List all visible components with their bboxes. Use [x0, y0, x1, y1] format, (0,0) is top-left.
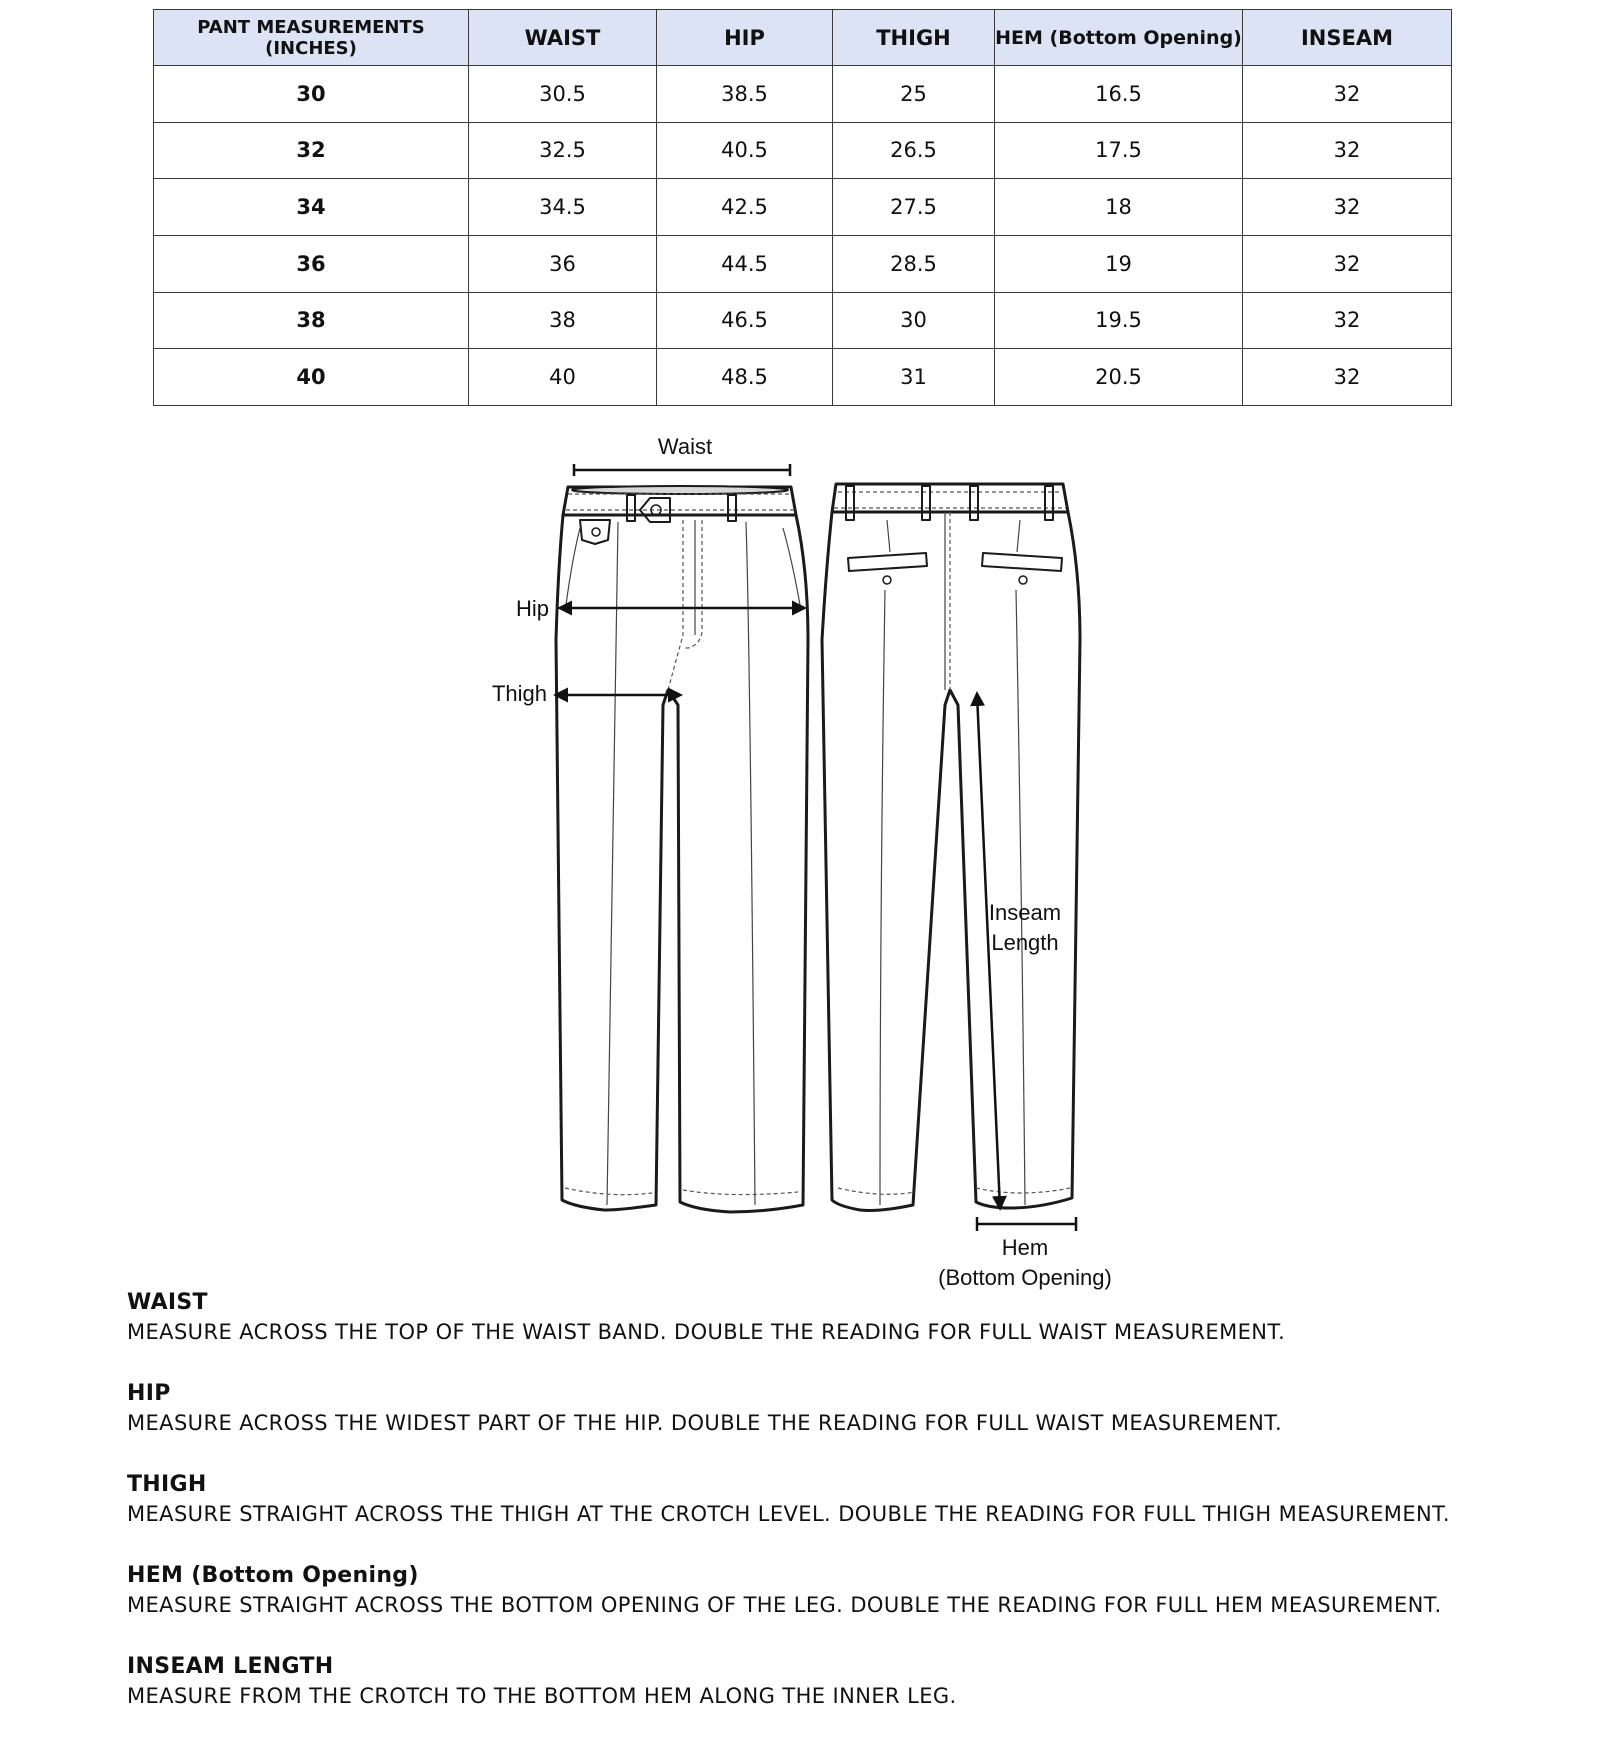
waist-cell: 40: [469, 349, 657, 406]
hem-label-line2: (Bottom Opening): [938, 1265, 1112, 1290]
hip-label: Hip: [515, 596, 549, 621]
thigh-cell: 30: [833, 292, 995, 349]
header-inseam: INSEAM: [1243, 10, 1452, 66]
hem-cell: 17.5: [995, 122, 1243, 179]
size-cell: 34: [154, 179, 469, 236]
waist-cell: 32.5: [469, 122, 657, 179]
size-cell: 38: [154, 292, 469, 349]
hem-cell: 16.5: [995, 66, 1243, 123]
header-waist: WAIST: [469, 10, 657, 66]
instruction-text: MEASURE STRAIGHT ACROSS THE THIGH AT THE CROTCH LEVEL. DOUBLE THE READING FOR FULL THIGH MEASUREMENT.: [127, 1502, 1450, 1526]
waist-cell: 30.5: [469, 66, 657, 123]
instruction-thigh: [127, 1470, 1567, 1529]
instruction-title: HIP: [127, 1381, 171, 1406]
hip-cell: 48.5: [657, 349, 833, 406]
header-hem: HEM (Bottom Opening): [995, 10, 1243, 66]
instruction-text: MEASURE ACROSS THE WIDEST PART OF THE HIP. DOUBLE THE READING FOR FULL WAIST MEASUREMENT.: [127, 1411, 1283, 1435]
instruction-text: MEASURE ACROSS THE TOP OF THE WAIST BAND. DOUBLE THE READING FOR FULL WAIST MEASUREMENT.: [127, 1320, 1286, 1344]
back-pant-illustration: [822, 484, 1080, 1210]
table-row: [154, 235, 1452, 292]
hip-cell: 40.5: [657, 122, 833, 179]
instruction-text: MEASURE FROM THE CROTCH TO THE BOTTOM HEM ALONG THE INNER LEG.: [127, 1684, 957, 1708]
instruction-hem: [127, 1561, 1567, 1620]
inseam-cell: 32: [1243, 235, 1452, 292]
table-row: [154, 66, 1452, 123]
pant-measurement-diagram: [0, 418, 1600, 1298]
waist-cell: 38: [469, 292, 657, 349]
hem-cell: 19.5: [995, 292, 1243, 349]
instruction-hip: [127, 1379, 1567, 1438]
size-cell: 32: [154, 122, 469, 179]
hip-cell: 38.5: [657, 66, 833, 123]
hem-cell: 18: [995, 179, 1243, 236]
hem-cell: 20.5: [995, 349, 1243, 406]
size-cell: 30: [154, 66, 469, 123]
header-hip: HIP: [657, 10, 833, 66]
thigh-cell: 26.5: [833, 122, 995, 179]
table-row: [154, 122, 1452, 179]
waist-cell: 34.5: [469, 179, 657, 236]
table-header-row: [154, 10, 1452, 66]
thigh-cell: 27.5: [833, 179, 995, 236]
inseam-cell: 32: [1243, 122, 1452, 179]
instruction-title: INSEAM LENGTH: [127, 1654, 334, 1679]
size-chart-table: [153, 9, 1452, 406]
inseam-label-line2: Length: [991, 930, 1059, 955]
hip-cell: 42.5: [657, 179, 833, 236]
hip-cell: 44.5: [657, 235, 833, 292]
inseam-cell: 32: [1243, 179, 1452, 236]
header-pant-measurements: PANT MEASUREMENTS (INCHES): [154, 10, 469, 66]
front-pant-illustration: [556, 486, 808, 1212]
thigh-cell: 25: [833, 66, 995, 123]
instruction-title: WAIST: [127, 1290, 208, 1315]
hem-label-line1: Hem: [1001, 1235, 1049, 1260]
instruction-text: MEASURE STRAIGHT ACROSS THE BOTTOM OPENING OF THE LEG. DOUBLE THE READING FOR FULL HEM MEASUREMENT.: [127, 1593, 1442, 1617]
instruction-title: THIGH: [127, 1472, 207, 1497]
table-row: [154, 292, 1452, 349]
measurement-instructions: [127, 1288, 1567, 1743]
waist-cell: 36: [469, 235, 657, 292]
waist-measure-line: [574, 464, 790, 476]
instruction-inseam: [127, 1652, 1567, 1711]
size-cell: 36: [154, 235, 469, 292]
size-cell: 40: [154, 349, 469, 406]
instruction-waist: [127, 1288, 1567, 1347]
inseam-cell: 32: [1243, 66, 1452, 123]
thigh-label: Thigh: [491, 681, 547, 706]
thigh-cell: 28.5: [833, 235, 995, 292]
hem-cell: 19: [995, 235, 1243, 292]
hip-cell: 46.5: [657, 292, 833, 349]
table-row: [154, 349, 1452, 406]
inseam-cell: 32: [1243, 349, 1452, 406]
instruction-title: HEM (Bottom Opening): [127, 1563, 419, 1588]
header-thigh: THIGH: [833, 10, 995, 66]
thigh-cell: 31: [833, 349, 995, 406]
waist-label: Waist: [657, 434, 713, 459]
hem-measure-line: [977, 1217, 1076, 1231]
inseam-cell: 32: [1243, 292, 1452, 349]
table-row: [154, 179, 1452, 236]
inseam-label-line1: Inseam: [988, 900, 1062, 925]
